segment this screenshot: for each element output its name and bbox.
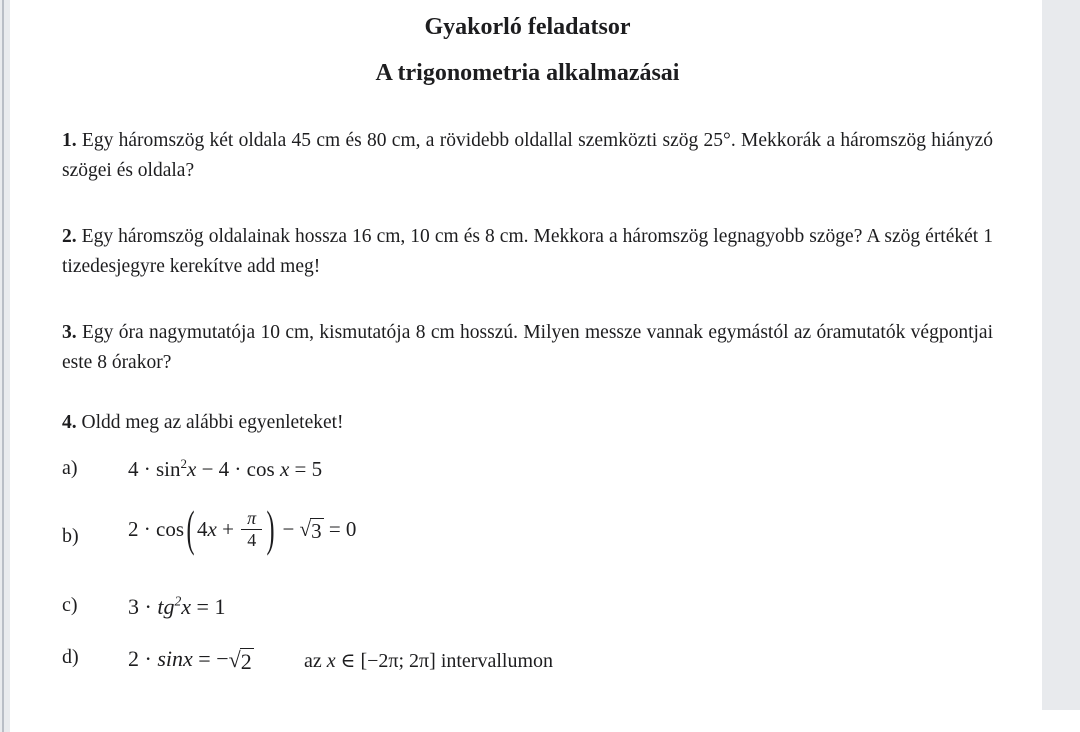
problem-text: Egy háromszög oldalainak hossza 16 cm, 10 cm és 8 cm. Mekkora a háromszög legnagyobb szöge? A szög értékét 1 tizedesjegyre kerekítve add meg!	[62, 226, 993, 277]
page-edge-right	[1042, 0, 1080, 710]
equation-label-d: d)	[62, 646, 79, 668]
eq-a-exponent: 2	[180, 456, 188, 471]
note-interval: ∈ [−2π; 2π]	[335, 650, 436, 672]
fraction-numerator: π	[247, 508, 257, 528]
equation-b	[128, 500, 357, 557]
page-subtitle: A trigonometria alkalmazásai	[375, 60, 680, 86]
fraction-denominator: 4	[241, 529, 262, 552]
eq-d-function: sinx	[157, 646, 193, 671]
equation-a	[128, 457, 322, 482]
eq-b-prefix: 2 · cos	[128, 517, 184, 542]
interval-note	[304, 648, 553, 673]
equation-d	[128, 646, 254, 673]
equation-c	[128, 594, 225, 620]
page-edge-line	[2, 0, 4, 732]
eq-c-tail: = 1	[191, 594, 226, 619]
radicand: 3	[311, 518, 322, 543]
eq-c-variable: x	[181, 594, 192, 619]
equation-label-b: b)	[62, 525, 79, 547]
left-paren: (	[186, 500, 195, 557]
eq-b-plus: +	[216, 517, 240, 542]
radical-sign: √	[228, 647, 241, 672]
eq-a-tail: = 5	[289, 457, 323, 481]
eq-a-variable: x	[187, 457, 197, 481]
problem-1	[62, 126, 993, 185]
square-root	[300, 518, 324, 542]
right-paren: )	[266, 500, 275, 557]
problem-number: 3.	[62, 322, 77, 343]
eq-b-variable: x	[207, 517, 217, 542]
problem-3	[62, 318, 993, 377]
eq-b-minus: −	[277, 517, 300, 542]
problem-number: 4.	[62, 412, 77, 433]
square-root	[229, 648, 254, 673]
note-variable: x	[326, 650, 336, 672]
eq-a-middle: − 4 · cos	[196, 457, 280, 481]
equation-label-a: a)	[62, 457, 78, 479]
eq-c-coeff: 3 ·	[128, 594, 158, 619]
eq-c-exponent: 2	[174, 593, 182, 609]
note-prefix: az	[304, 650, 327, 672]
problem-4	[62, 408, 344, 438]
eq-a-coeff: 4 · sin	[128, 457, 181, 481]
problem-number: 2.	[62, 226, 77, 247]
radical-sign: √	[299, 516, 312, 541]
equation-label-c: c)	[62, 594, 78, 616]
problem-text: Egy óra nagymutatója 10 cm, kismutatója 8 cm hosszú. Milyen messze vannak egymástól az óramutatók végpontjai este 8 órakor?	[62, 322, 993, 373]
page-title: Gyakorló feladatsor	[424, 14, 631, 40]
problem-text: Egy háromszög két oldala 45 cm és 80 cm, a rövidebb oldallal szemközti szög 25°. Mekkorák a háromszög hiányzó szögei és oldala?	[62, 130, 993, 181]
eq-d-equals: = −	[192, 646, 229, 671]
eq-d-coeff: 2 ·	[128, 646, 158, 671]
eq-b-coeff: 4	[197, 517, 208, 542]
radicand: 2	[240, 649, 252, 674]
page-edge-left	[0, 0, 10, 732]
fraction	[241, 508, 262, 551]
eq-c-function: tg	[157, 594, 175, 619]
problem-text: Oldd meg az alábbi egyenleteket!	[76, 412, 344, 433]
eq-b-tail: = 0	[323, 517, 357, 542]
note-suffix: intervallumon	[435, 650, 554, 672]
problem-2	[62, 222, 993, 281]
problem-number: 1.	[62, 130, 77, 151]
eq-a-variable: x	[279, 457, 290, 481]
